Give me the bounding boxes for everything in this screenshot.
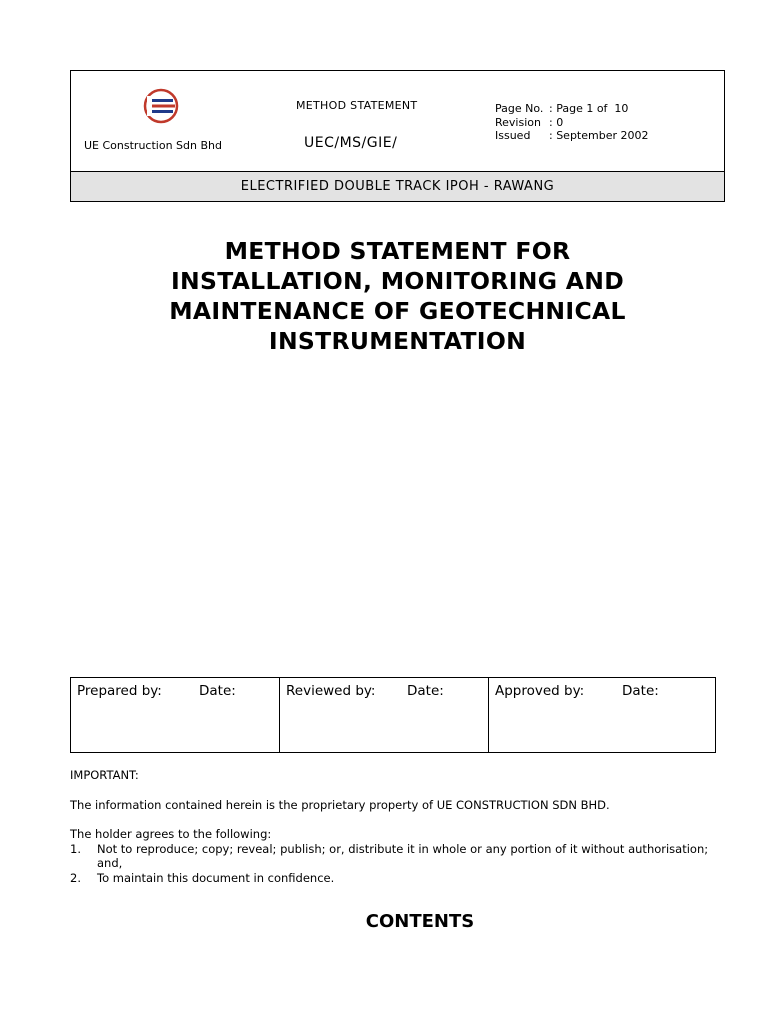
title-line: INSTRUMENTATION: [268, 327, 527, 355]
contents-heading: CONTENTS: [365, 911, 475, 932]
title-line: INSTALLATION, MONITORING AND: [170, 267, 625, 295]
meta-value: : September 2002: [549, 129, 649, 142]
document-header: [70, 70, 725, 202]
notice-item-text: Not to reproduce; copy; reveal; publish; or, distribute it in whole or any portion of it without authorisation; and,: [97, 841, 709, 870]
notice-heading: IMPORTANT:: [70, 768, 139, 782]
signoff-approved: [489, 678, 715, 752]
meta-key: Issued: [495, 129, 531, 142]
company-logo-icon: [143, 88, 179, 124]
title-line: MAINTENANCE OF GEOTECHNICAL: [169, 297, 626, 325]
meta-value: : 0: [549, 115, 564, 129]
signoff-reviewed: [280, 678, 489, 752]
notice-item-number: 1.: [70, 841, 81, 856]
notice-item-number: 2.: [70, 870, 81, 885]
document-meta: [495, 102, 649, 143]
notice-item: [70, 842, 720, 871]
signoff-label: Reviewed by:: [286, 683, 376, 699]
document-code: UEC/MS/GIE/: [304, 135, 398, 151]
document-title: [70, 236, 725, 356]
meta-row-revision: [495, 116, 649, 130]
signoff-date-label: Date:: [199, 683, 236, 699]
signoff-date-label: Date:: [407, 683, 444, 699]
project-title: ELECTRIFIED DOUBLE TRACK IPOH - RAWANG: [71, 172, 724, 201]
company-name: UE Construction Sdn Bhd: [84, 139, 222, 152]
meta-key: Page No.: [495, 102, 544, 115]
signoff-date-label: Date:: [622, 683, 659, 699]
signoff-label: Approved by:: [495, 683, 585, 699]
notice-item: [70, 871, 720, 886]
meta-key: Revision: [495, 115, 541, 129]
document-type: METHOD STATEMENT: [296, 99, 418, 112]
notice-intro: The holder agrees to the following:: [70, 827, 272, 841]
title-line: METHOD STATEMENT FOR: [224, 237, 571, 265]
notice-statement: The information contained herein is the proprietary property of UE CONSTRUCTION SDN BHD.: [70, 797, 610, 812]
meta-value: : Page 1 of 10: [549, 102, 629, 115]
signoff-table: [70, 677, 716, 753]
header-top-section: [71, 71, 724, 172]
confidentiality-notice: [70, 768, 720, 885]
notice-item-text: To maintain this document in confidence.: [97, 870, 335, 885]
meta-row-page: [495, 102, 649, 116]
meta-row-issued: [495, 129, 649, 143]
signoff-label: Prepared by:: [77, 683, 162, 699]
signoff-prepared: [71, 678, 280, 752]
